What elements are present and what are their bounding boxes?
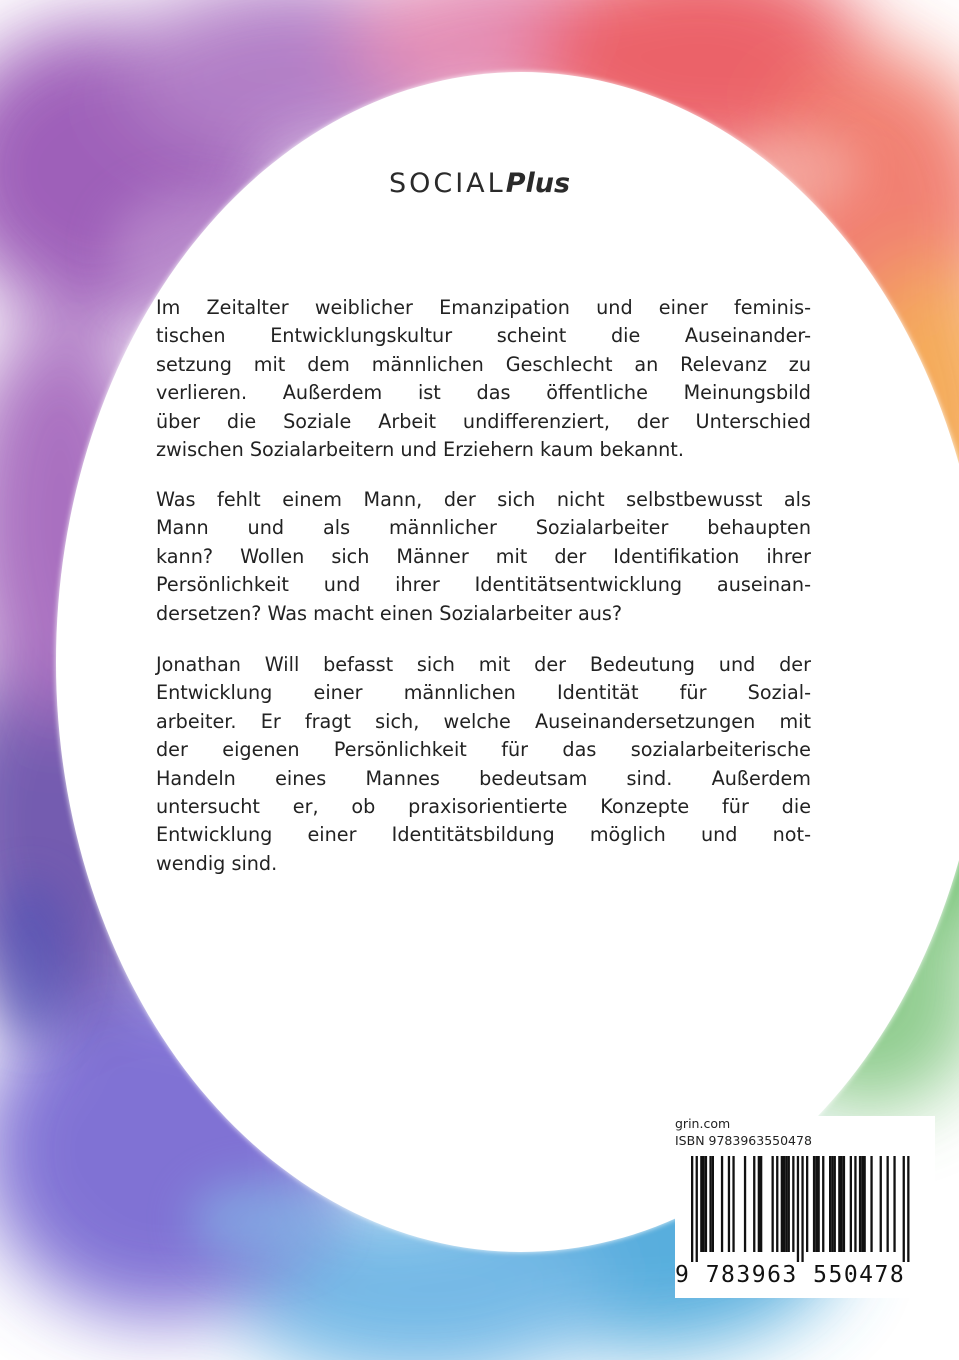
barcode-bar bbox=[788, 1156, 790, 1252]
barcode-bar bbox=[829, 1156, 831, 1252]
blurb-line: Mann und als männlicher Sozialarbeiter behaupten bbox=[156, 516, 811, 540]
blurb-line: Entwicklung einer männlichen Identität für Sozial- bbox=[156, 681, 811, 705]
barcode-bar bbox=[744, 1156, 746, 1252]
barcode-bar bbox=[797, 1156, 799, 1262]
barcode-bar bbox=[838, 1156, 840, 1252]
barcode-bar bbox=[887, 1156, 889, 1252]
isbn-barcode-block bbox=[675, 1116, 935, 1298]
barcode-bar bbox=[732, 1156, 734, 1252]
blurb-line: wendig sind. bbox=[156, 851, 278, 875]
barcode-digits: 9 783963 550478 bbox=[675, 1262, 906, 1288]
barcode-bar bbox=[893, 1156, 895, 1252]
publisher-logo bbox=[0, 168, 959, 199]
blurb-line: Im Zeitalter weiblicher Emanzipation und einer feminis- bbox=[156, 296, 811, 319]
barcode-bar bbox=[843, 1156, 845, 1252]
barcode-bar bbox=[907, 1156, 909, 1262]
barcode-bar bbox=[721, 1156, 723, 1252]
barcode-bar bbox=[785, 1156, 787, 1252]
barcode-bar bbox=[870, 1156, 872, 1252]
barcode-bar bbox=[864, 1156, 866, 1252]
blurb-line: Handeln eines Mannes bedeutsam sind. Außerdem bbox=[156, 766, 811, 790]
barcode-bar bbox=[831, 1156, 833, 1252]
blurb-paragraph-3 bbox=[156, 651, 811, 878]
blurb-paragraph-2 bbox=[156, 486, 811, 628]
barcode-bar bbox=[834, 1156, 836, 1252]
barcode-bar bbox=[801, 1156, 803, 1262]
blurb-line: setzung mit dem männlichen Geschlecht an Relevanz zu bbox=[156, 352, 811, 376]
barcode-bar bbox=[709, 1156, 711, 1252]
barcode-bar bbox=[854, 1156, 856, 1252]
blurb-line: der eigenen Persönlichkeit für das sozialarbeiterische bbox=[156, 738, 811, 762]
logo-word: SOCIAL bbox=[388, 168, 506, 199]
barcode-bar bbox=[822, 1156, 824, 1252]
barcode-bar bbox=[712, 1156, 714, 1252]
blurb-line: Persönlichkeit und ihrer Identitätsentwicklung auseinan- bbox=[156, 573, 811, 597]
blurb-line: Was fehlt einem Mann, der sich nicht selbstbewusst als bbox=[156, 488, 811, 511]
barcode-bar bbox=[841, 1156, 843, 1252]
barcode-bar bbox=[783, 1156, 785, 1252]
barcode-bar bbox=[696, 1156, 698, 1262]
barcode-bar bbox=[815, 1156, 817, 1252]
barcode-bar bbox=[880, 1156, 882, 1252]
blurb-line: dersetzen? Was macht einen Sozialarbeiter aus? bbox=[156, 601, 623, 625]
blurb-paragraph-1 bbox=[156, 294, 811, 464]
publisher-url: grin.com bbox=[675, 1116, 731, 1131]
blurb-line: zwischen Sozialarbeitern und Erziehern kaum bekannt. bbox=[156, 438, 684, 462]
barcode-bar bbox=[691, 1156, 693, 1262]
barcode-bar bbox=[760, 1156, 762, 1252]
barcode-bar bbox=[772, 1156, 774, 1252]
barcode-bar bbox=[806, 1156, 808, 1252]
barcode-bar bbox=[703, 1156, 705, 1252]
barcode-bar bbox=[705, 1156, 707, 1252]
blurb-line: arbeiter. Er fragt sich, welche Auseinandersetzungen mit bbox=[156, 709, 811, 733]
blurb-line: untersucht er, ob praxisorientierte Konzepte für die bbox=[156, 795, 811, 819]
barcode-graphic bbox=[675, 1156, 910, 1262]
blurb-line: Entwicklung einer Identitätsbildung möglich und not- bbox=[156, 823, 811, 847]
barcode-bar bbox=[781, 1156, 783, 1252]
barcode-bar bbox=[728, 1156, 730, 1252]
barcode-bar bbox=[758, 1156, 760, 1252]
barcode-bar bbox=[792, 1156, 794, 1252]
barcode-bar bbox=[859, 1156, 861, 1252]
barcode-bar bbox=[818, 1156, 820, 1252]
isbn-label: ISBN 9783963550478 bbox=[675, 1133, 812, 1148]
blurb-line: kann? Wollen sich Männer mit der Identifikation ihrer bbox=[156, 544, 811, 568]
blurb-line: Jonathan Will befasst sich mit der Bedeutung und der bbox=[156, 653, 811, 676]
blurb-line: tischen Entwicklungskultur scheint die Auseinander- bbox=[156, 324, 811, 348]
barcode-bar bbox=[700, 1156, 702, 1252]
blurb-line: verlieren. Außerdem ist das öffentliche Meinungsbild bbox=[156, 381, 811, 405]
barcode-bar bbox=[776, 1156, 778, 1252]
blurb-line: über die Soziale Arbeit undifferenziert, der Unterschied bbox=[156, 409, 811, 433]
barcode-bar bbox=[813, 1156, 815, 1252]
barcode-bar bbox=[753, 1156, 755, 1252]
logo-emphasis: Plus bbox=[505, 168, 571, 199]
barcode-bar bbox=[903, 1156, 905, 1262]
barcode-bar bbox=[861, 1156, 863, 1252]
barcode-bar bbox=[850, 1156, 852, 1252]
